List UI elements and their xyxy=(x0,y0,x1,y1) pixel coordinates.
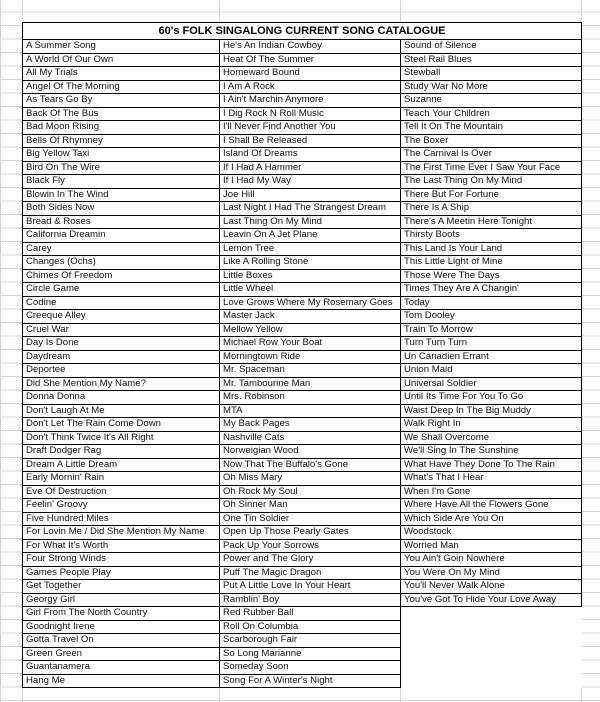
song-cell[interactable]: Both Sides Now xyxy=(23,202,220,216)
empty-cell[interactable] xyxy=(401,607,582,621)
song-cell[interactable]: Five Hundred Miles xyxy=(23,512,220,526)
table-row xyxy=(23,188,582,202)
song-cell[interactable]: Lemon Tree xyxy=(220,242,401,256)
table-row xyxy=(23,80,582,94)
song-cell[interactable]: Until Its Time For You To Go xyxy=(401,391,582,405)
table-row xyxy=(23,269,582,283)
song-cell[interactable]: Mr. Spaceman xyxy=(220,364,401,378)
song-cell[interactable]: Last Night I Had The Strangest Dream xyxy=(220,202,401,216)
song-cell[interactable]: Back Of The Bus xyxy=(23,107,220,121)
song-cell[interactable]: Oh Miss Mary xyxy=(220,472,401,486)
song-cell[interactable]: You Were On My Mind xyxy=(401,566,582,580)
song-cell[interactable]: Thirsty Boots xyxy=(401,229,582,243)
song-cell[interactable]: Suzanne xyxy=(401,94,582,108)
table-row xyxy=(23,242,582,256)
song-cell[interactable]: You'll Never Walk Alone xyxy=(401,580,582,594)
song-list xyxy=(23,40,582,688)
song-cell[interactable]: Open Up Those Pearly Gates xyxy=(220,526,401,540)
song-cell[interactable]: Bad Moon Rising xyxy=(23,121,220,135)
song-cell[interactable]: Oh Rock My Soul xyxy=(220,485,401,499)
song-cell[interactable]: I Dig Rock N Roll Music xyxy=(220,107,401,121)
table-row xyxy=(23,364,582,378)
song-cell[interactable]: There's A Meetin Here Tonight xyxy=(401,215,582,229)
table-row xyxy=(23,553,582,567)
empty-cell[interactable] xyxy=(401,674,582,688)
table-row xyxy=(23,229,582,243)
song-cell[interactable]: Red Rubber Ball xyxy=(220,607,401,621)
song-cell[interactable]: Tell It On The Mountain xyxy=(401,121,582,135)
song-cell[interactable]: Scarborough Fair xyxy=(220,634,401,648)
song-cell[interactable]: What's That I Hear xyxy=(401,472,582,486)
table-row xyxy=(23,337,582,351)
song-cell[interactable]: Girl From The North Country xyxy=(23,607,220,621)
song-cell[interactable]: Bread & Roses xyxy=(23,215,220,229)
table-row xyxy=(23,458,582,472)
song-cell[interactable]: Games People Play xyxy=(23,566,220,580)
song-cell[interactable]: Bird On The Wire xyxy=(23,161,220,175)
table-row xyxy=(23,512,582,526)
song-cell[interactable]: Those Were The Days xyxy=(401,269,582,283)
song-cell[interactable]: Day Is Done xyxy=(23,337,220,351)
song-cell[interactable]: Codine xyxy=(23,296,220,310)
song-cell[interactable]: Bells Of Rhymney xyxy=(23,134,220,148)
empty-cell[interactable] xyxy=(401,661,582,675)
table-row xyxy=(23,283,582,297)
song-cell[interactable]: We'll Sing In The Sunshine xyxy=(401,445,582,459)
song-cell[interactable]: I Shall Be Released xyxy=(220,134,401,148)
song-cell[interactable]: Carey xyxy=(23,242,220,256)
song-cell[interactable]: Don't Laugh At Me xyxy=(23,404,220,418)
table-row xyxy=(23,431,582,445)
table-row xyxy=(23,350,582,364)
song-cell[interactable]: Union Maid xyxy=(401,364,582,378)
song-cell[interactable]: Little Wheel xyxy=(220,283,401,297)
song-cell[interactable]: All My Trials xyxy=(23,67,220,81)
song-cell[interactable]: Morningtown Ride xyxy=(220,350,401,364)
song-cell[interactable]: Cruel War xyxy=(23,323,220,337)
song-cell[interactable]: There Is A Ship xyxy=(401,202,582,216)
table-row xyxy=(23,607,582,621)
song-cell[interactable]: Like A Rolling Stone xyxy=(220,256,401,270)
song-cell[interactable]: Goodnight Irene xyxy=(23,620,220,634)
empty-cell[interactable] xyxy=(401,634,582,648)
song-cell[interactable]: Gotta Travel On xyxy=(23,634,220,648)
song-cell[interactable]: Black Fly xyxy=(23,175,220,189)
table-row xyxy=(23,175,582,189)
song-cell[interactable]: A World Of Our Own xyxy=(23,53,220,67)
song-cell[interactable]: Puff The Magic Dragon xyxy=(220,566,401,580)
song-cell[interactable]: Master Jack xyxy=(220,310,401,324)
song-cell[interactable]: Mellow Yellow xyxy=(220,323,401,337)
song-cell[interactable]: If I Had My Way xyxy=(220,175,401,189)
song-cell[interactable]: Un Canadien Errant xyxy=(401,350,582,364)
song-cell[interactable]: Eve Of Destruction xyxy=(23,485,220,499)
table-row xyxy=(23,566,582,580)
song-cell[interactable]: Joe Hill xyxy=(220,188,401,202)
song-cell[interactable]: He's An Indian Cowboy xyxy=(220,40,401,54)
table-row xyxy=(23,377,582,391)
song-cell[interactable]: Hang Me xyxy=(23,674,220,688)
song-cell[interactable]: The Last Thing On My Mind xyxy=(401,175,582,189)
song-cell[interactable]: For What It's Worth xyxy=(23,539,220,553)
song-cell[interactable]: Donna Donna xyxy=(23,391,220,405)
table-row xyxy=(23,67,582,81)
empty-cell[interactable] xyxy=(401,620,582,634)
table-row xyxy=(23,215,582,229)
table-row xyxy=(23,256,582,270)
song-cell[interactable]: Turn Turn Turn xyxy=(401,337,582,351)
song-cell[interactable]: You've Got To Hide Your Love Away xyxy=(401,593,582,607)
song-cell[interactable]: I Ain't Marchin Anymore xyxy=(220,94,401,108)
song-cell[interactable]: Where Have All the Flowers Gone xyxy=(401,499,582,513)
table-row xyxy=(23,310,582,324)
song-cell[interactable]: When I'm Gone xyxy=(401,485,582,499)
table-row xyxy=(23,202,582,216)
song-cell[interactable]: California Dreamin xyxy=(23,229,220,243)
song-cell[interactable]: Last Thing On My Mind xyxy=(220,215,401,229)
table-row xyxy=(23,148,582,162)
song-cell[interactable]: Georgy Girl xyxy=(23,593,220,607)
song-cell[interactable]: Walk Right In xyxy=(401,418,582,432)
song-cell[interactable]: Feelin' Groovy xyxy=(23,499,220,513)
song-cell[interactable]: You Ain't Goin Nowhere xyxy=(401,553,582,567)
table-row xyxy=(23,107,582,121)
song-cell[interactable]: Deportee xyxy=(23,364,220,378)
song-catalogue-table xyxy=(22,22,582,688)
song-cell[interactable]: Circle Game xyxy=(23,283,220,297)
song-cell[interactable]: As Tears Go By xyxy=(23,94,220,108)
song-cell[interactable]: Changes (Ochs) xyxy=(23,256,220,270)
table-row xyxy=(23,499,582,513)
song-cell[interactable]: Did She Mention My Name? xyxy=(23,377,220,391)
song-cell[interactable]: My Back Pages xyxy=(220,418,401,432)
song-cell[interactable]: Four Strong Winds xyxy=(23,553,220,567)
empty-cell[interactable] xyxy=(401,647,582,661)
song-cell[interactable]: Don't Think Twice It's All Right xyxy=(23,431,220,445)
song-cell[interactable]: Homeward Bound xyxy=(220,67,401,81)
table-row xyxy=(23,40,582,54)
song-cell[interactable]: Big Yellow Taxi xyxy=(23,148,220,162)
table-row xyxy=(23,593,582,607)
song-cell[interactable]: Stewball xyxy=(401,67,582,81)
table-row xyxy=(23,526,582,540)
song-cell[interactable]: Song For A Winter's Night xyxy=(220,674,401,688)
song-cell[interactable]: Chimes Of Freedom xyxy=(23,269,220,283)
song-cell[interactable]: Love Grows Where My Rosemary Goes xyxy=(220,296,401,310)
song-cell[interactable]: If I Had A Hammer xyxy=(220,161,401,175)
table-row xyxy=(23,539,582,553)
song-cell[interactable]: Draft Dodger Rag xyxy=(23,445,220,459)
song-cell[interactable]: MTA xyxy=(220,404,401,418)
table-row xyxy=(23,580,582,594)
table-row xyxy=(23,53,582,67)
song-cell[interactable]: So Long Marianne xyxy=(220,647,401,661)
table-row xyxy=(23,121,582,135)
song-cell[interactable]: Train To Morrow xyxy=(401,323,582,337)
song-cell[interactable]: There But For Fortune xyxy=(401,188,582,202)
song-cell[interactable]: A Summer Song xyxy=(23,40,220,54)
song-cell[interactable]: Early Mornin' Rain xyxy=(23,472,220,486)
song-cell[interactable]: Waist Deep In The Big Muddy xyxy=(401,404,582,418)
title-row xyxy=(23,23,582,40)
song-cell[interactable]: Blowin In The Wind xyxy=(23,188,220,202)
song-cell[interactable]: Today xyxy=(401,296,582,310)
song-cell[interactable]: The Carnival Is Over xyxy=(401,148,582,162)
table-row xyxy=(23,634,582,648)
song-cell[interactable]: Someday Soon xyxy=(220,661,401,675)
song-cell[interactable]: The Boxer xyxy=(401,134,582,148)
table-row xyxy=(23,472,582,486)
song-cell[interactable]: Which Side Are You On xyxy=(401,512,582,526)
table-row xyxy=(23,418,582,432)
song-cell[interactable]: Ramblin' Boy xyxy=(220,593,401,607)
song-cell[interactable]: Green Green xyxy=(23,647,220,661)
song-cell[interactable]: Get Together xyxy=(23,580,220,594)
song-cell[interactable]: For Lovin Me / Did She Mention My Name xyxy=(23,526,220,540)
song-cell[interactable]: Put A Little Love In Your Heart xyxy=(220,580,401,594)
table-row xyxy=(23,404,582,418)
song-cell[interactable]: Pack Up Your Sorrows xyxy=(220,539,401,553)
song-cell[interactable]: Sound of Silence xyxy=(401,40,582,54)
song-cell[interactable]: Woodstock xyxy=(401,526,582,540)
song-cell[interactable]: This Little Light of Mine xyxy=(401,256,582,270)
table-row xyxy=(23,661,582,675)
song-cell[interactable]: I Am A Rock xyxy=(220,80,401,94)
table-row xyxy=(23,485,582,499)
song-cell[interactable]: We Shall Overcome xyxy=(401,431,582,445)
song-cell[interactable]: I'll Never Find Another You xyxy=(220,121,401,135)
table-row xyxy=(23,161,582,175)
song-cell[interactable]: Dream A Little Dream xyxy=(23,458,220,472)
song-cell[interactable]: Worried Man xyxy=(401,539,582,553)
song-cell[interactable]: Universal Soldier xyxy=(401,377,582,391)
table-row xyxy=(23,391,582,405)
song-cell[interactable]: Heat Of The Summer xyxy=(220,53,401,67)
song-cell[interactable]: Steel Rail Blues xyxy=(401,53,582,67)
song-cell[interactable]: Daydream xyxy=(23,350,220,364)
song-cell[interactable]: Don't Let The Rain Come Down xyxy=(23,418,220,432)
song-cell[interactable]: Leavin On A Jet Plane xyxy=(220,229,401,243)
song-cell[interactable]: Tom Dooley xyxy=(401,310,582,324)
table-row xyxy=(23,323,582,337)
song-cell[interactable]: Study War No More xyxy=(401,80,582,94)
song-cell[interactable]: The First Time Ever I Saw Your Face xyxy=(401,161,582,175)
song-cell[interactable]: Teach Your Children xyxy=(401,107,582,121)
song-cell[interactable]: Michael Row Your Boat xyxy=(220,337,401,351)
song-cell[interactable]: One Tin Soldier xyxy=(220,512,401,526)
table-row xyxy=(23,134,582,148)
song-cell[interactable]: Oh Sinner Man xyxy=(220,499,401,513)
table-row xyxy=(23,647,582,661)
song-cell[interactable]: Mr. Tambourine Man xyxy=(220,377,401,391)
song-cell[interactable]: What Have They Done To The Rain xyxy=(401,458,582,472)
table-row xyxy=(23,674,582,688)
song-cell[interactable]: Nashville Cats xyxy=(220,431,401,445)
catalogue-title[interactable]: 60's FOLK SINGALONG CURRENT SONG CATALOGUE xyxy=(23,23,582,40)
table-row xyxy=(23,296,582,310)
song-cell[interactable]: Norweigian Wood xyxy=(220,445,401,459)
song-cell[interactable]: Island Of Dreams xyxy=(220,148,401,162)
table-row xyxy=(23,94,582,108)
song-cell[interactable]: This Land Is Your Land xyxy=(401,242,582,256)
song-cell[interactable]: Power and The Glory xyxy=(220,553,401,567)
table-row xyxy=(23,620,582,634)
song-cell[interactable]: Little Boxes xyxy=(220,269,401,283)
song-cell[interactable]: Times They Are A Changin' xyxy=(401,283,582,297)
song-cell[interactable]: Roll On Columbia xyxy=(220,620,401,634)
song-cell[interactable]: Creeque Alley xyxy=(23,310,220,324)
song-cell[interactable]: Guantanamera xyxy=(23,661,220,675)
song-cell[interactable]: Angel Of The Morning xyxy=(23,80,220,94)
song-cell[interactable]: Now That The Buffalo's Gone xyxy=(220,458,401,472)
table-row xyxy=(23,445,582,459)
song-cell[interactable]: Mrs. Robinson xyxy=(220,391,401,405)
